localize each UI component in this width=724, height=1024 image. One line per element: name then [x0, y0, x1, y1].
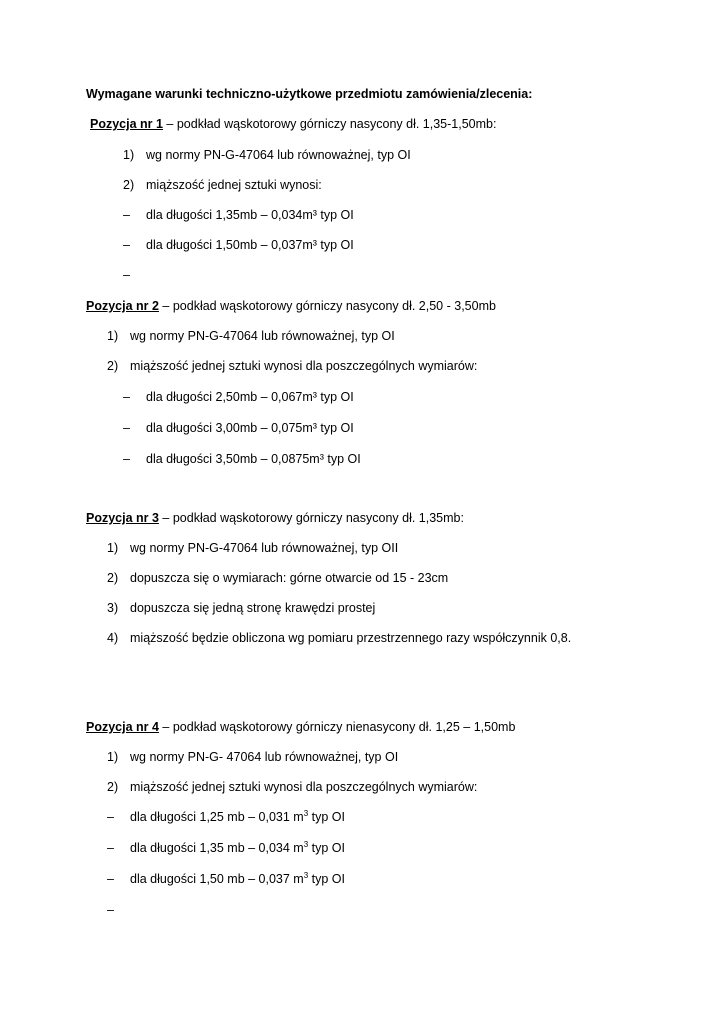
- pos2-label: Pozycja nr 2: [86, 299, 159, 313]
- pos1-dash-1-text: dla długości 1,35mb – 0,034m³ typ OI: [146, 208, 354, 222]
- pos4-desc: – podkład wąskotorowy górniczy nienasycony dł. 1,25 – 1,50mb: [158, 720, 516, 734]
- pos1-item-2-num: 2): [123, 178, 135, 192]
- pos3-item-3: [107, 600, 375, 616]
- pos3-label: Pozycja nr 3: [86, 511, 159, 525]
- pos1-dash-2-mark: –: [123, 238, 130, 252]
- pos2-item-2-text: miąższość jednej sztuki wynosi dla poszczególnych wymiarów:: [130, 359, 478, 373]
- pos3-item-4-text: miąższość będzie obliczona wg pomiaru przestrzennego razy współczynnik 0,8.: [130, 631, 572, 645]
- pos3-item-4: [107, 630, 571, 646]
- pos4-label: Pozycja nr 4: [86, 720, 159, 734]
- pos4-dash-1-post: typ OI: [308, 810, 345, 824]
- pos3-item-3-num: 3): [107, 601, 119, 615]
- pos4-dash-2: [107, 840, 345, 856]
- pos1-item-2: [123, 177, 322, 193]
- pos2-item-2-num: 2): [107, 359, 119, 373]
- pos1-heading: [90, 116, 496, 132]
- pos2-dash-2-text: dla długości 3,00mb – 0,075m³ typ OI: [146, 421, 354, 435]
- pos2-dash-3-mark: –: [123, 452, 130, 466]
- pos2-dash-3-text: dla długości 3,50mb – 0,0875m³ typ OI: [146, 452, 361, 466]
- pos3-item-3-text: dopuszcza się jedną stronę krawędzi prostej: [130, 601, 376, 615]
- pos4-item-2: [107, 779, 477, 795]
- pos4-dash-1: [107, 809, 345, 825]
- pos1-item-1-text: wg normy PN-G-47064 lub równoważnej, typ OI: [146, 148, 411, 162]
- pos2-dash-2: [123, 420, 354, 436]
- pos1-dash-2: [123, 237, 354, 253]
- pos4-dash-2-pre: dla długości 1,35 mb – 0,034 m: [130, 841, 304, 855]
- pos3-desc: – podkład wąskotorowy górniczy nasycony dł. 1,35mb:: [158, 511, 464, 525]
- pos2-item-2: [107, 358, 477, 374]
- pos1-desc: – podkład wąskotorowy górniczy nasycony dł. 1,35-1,50mb:: [162, 117, 497, 131]
- pos2-desc: – podkład wąskotorowy górniczy nasycony dł. 2,50 - 3,50mb: [158, 299, 496, 313]
- pos2-item-1-text: wg normy PN-G-47064 lub równoważnej, typ OI: [130, 329, 395, 343]
- pos4-dash-3-sup: 3: [303, 870, 309, 880]
- pos4-item-1-num: 1): [107, 750, 119, 764]
- pos4-dash-2-post: typ OI: [308, 841, 345, 855]
- pos4-item-2-text: miąższość jednej sztuki wynosi dla poszczególnych wymiarów:: [130, 780, 478, 794]
- pos4-dash-3-mark: –: [107, 872, 114, 886]
- pos4-dash-1-mark: –: [107, 810, 114, 824]
- pos3-item-2-text: dopuszcza się o wymiarach: górne otwarcie od 15 - 23cm: [130, 571, 449, 585]
- pos1-dash-1-mark: –: [123, 208, 130, 222]
- pos3-item-1-text: wg normy PN-G-47064 lub równoważnej, typ OII: [130, 541, 399, 555]
- pos3-item-4-num: 4): [107, 631, 119, 645]
- pos1-dash-3: [123, 267, 146, 283]
- pos2-item-1-num: 1): [107, 329, 119, 343]
- pos2-dash-3: [123, 451, 361, 467]
- pos4-item-2-num: 2): [107, 780, 119, 794]
- pos2-dash-1: [123, 389, 354, 405]
- pos2-heading: [86, 298, 496, 314]
- pos4-dash-3-pre: dla długości 1,50 mb – 0,037 m: [130, 872, 304, 886]
- pos4-dash-3: [107, 871, 345, 887]
- pos4-item-1-text: wg normy PN-G- 47064 lub równoważnej, typ OI: [130, 750, 399, 764]
- document-title: Wymagane warunki techniczno-użytkowe przedmiotu zamówienia/zlecenia:: [86, 87, 533, 101]
- pos2-item-1: [107, 328, 395, 344]
- pos1-dash-3-mark: –: [123, 268, 130, 282]
- pos4-dash-1-sup: 3: [303, 808, 309, 818]
- pos3-item-2: [107, 570, 448, 586]
- pos3-heading: [86, 510, 464, 526]
- pos2-dash-1-text: dla długości 2,50mb – 0,067m³ typ OI: [146, 390, 354, 404]
- pos3-item-2-num: 2): [107, 571, 119, 585]
- pos1-dash-2-text: dla długości 1,50mb – 0,037m³ typ OI: [146, 238, 354, 252]
- pos4-dash-3-post: typ OI: [308, 872, 345, 886]
- pos4-dash-2-sup: 3: [303, 839, 309, 849]
- pos3-item-1: [107, 540, 398, 556]
- pos2-dash-1-mark: –: [123, 390, 130, 404]
- pos3-item-1-num: 1): [107, 541, 119, 555]
- pos4-dash-4-mark: –: [107, 903, 114, 917]
- pos4-item-1: [107, 749, 398, 765]
- pos1-item-1-num: 1): [123, 148, 135, 162]
- pos1-item-1: [123, 147, 411, 163]
- pos1-item-2-text: miąższość jednej sztuki wynosi:: [146, 178, 322, 192]
- pos4-dash-1-pre: dla długości 1,25 mb – 0,031 m: [130, 810, 304, 824]
- pos4-heading: [86, 719, 515, 735]
- pos1-label: Pozycja nr 1: [90, 117, 163, 131]
- pos1-dash-1: [123, 207, 354, 223]
- pos2-dash-2-mark: –: [123, 421, 130, 435]
- pos4-dash-4: [107, 902, 130, 918]
- pos4-dash-2-mark: –: [107, 841, 114, 855]
